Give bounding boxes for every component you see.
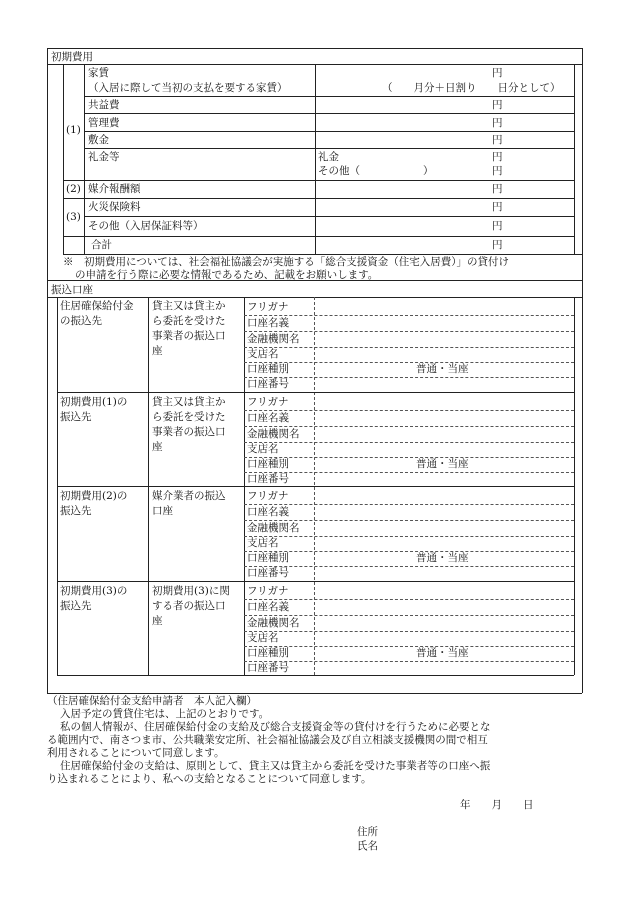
section-description: ら委託を受けた xyxy=(152,411,226,423)
consent-paragraph: る範囲内で、南さつま市、公共職業安定所、社会福祉協議会及び自立相談支援機関の間で相互 xyxy=(47,734,488,746)
rent-breakdown: （ 月分＋日割り 日分として） xyxy=(382,82,561,94)
account-type-value: 普通・当座 xyxy=(416,647,469,659)
account-number-label: 口座番号 xyxy=(247,662,289,674)
row-number: (3) xyxy=(66,211,81,223)
name-label: 氏名 xyxy=(357,840,378,852)
consent-heading: （住居確保給付金支給申請者 本人記入欄） xyxy=(47,695,257,707)
table-border xyxy=(47,693,582,694)
table-border xyxy=(63,198,574,199)
table-border xyxy=(57,392,574,393)
broker-fee-label: 媒介報酬額 xyxy=(88,183,141,195)
yen-unit: 円 xyxy=(492,67,503,79)
table-border xyxy=(47,280,48,693)
yen-unit: 円 xyxy=(492,151,503,163)
bank-header: 振込口座 xyxy=(51,284,93,296)
key-money-sub-label: 礼金 xyxy=(318,151,339,163)
account-holder-label: 口座名義 xyxy=(247,601,289,613)
furigana-label: フリガナ xyxy=(247,490,289,502)
address-label: 住所 xyxy=(357,826,378,838)
bank-name-label: 金融機関名 xyxy=(247,333,300,345)
account-type-label: 口座種別 xyxy=(247,552,289,564)
deposit-label: 敷金 xyxy=(88,134,109,146)
yen-unit: 円 xyxy=(492,201,503,213)
consent-paragraph: 入居予定の賃貸住宅は、上記のとおりです。 xyxy=(60,708,270,720)
section-description: ら委託を受けた xyxy=(152,315,226,327)
table-border xyxy=(84,216,574,217)
initial-costs-header: 初期費用 xyxy=(51,51,93,63)
yen-unit: 円 xyxy=(492,220,503,232)
section-description: 口座 xyxy=(152,505,173,517)
row-number: (2) xyxy=(66,183,81,195)
table-border xyxy=(63,254,582,255)
table-border xyxy=(47,48,582,49)
account-holder-label: 口座名義 xyxy=(247,317,289,329)
consent-paragraph: り込まれることにより、私への支給となることについて同意します。 xyxy=(47,773,372,785)
table-border xyxy=(84,96,574,97)
table-border xyxy=(57,581,574,582)
section-title: 振込先 xyxy=(60,600,92,612)
yen-unit: 円 xyxy=(492,165,503,177)
yen-unit: 円 xyxy=(492,183,503,195)
account-holder-label: 口座名義 xyxy=(247,412,289,424)
branch-label: 支店名 xyxy=(247,632,279,644)
section-description: 初期費用(3)に関 xyxy=(152,585,230,597)
furigana-label: フリガナ xyxy=(247,301,289,313)
yen-unit: 円 xyxy=(492,99,503,111)
branch-label: 支店名 xyxy=(247,348,279,360)
section-title: の振込先 xyxy=(60,315,102,327)
fire-insurance-label: 火災保険料 xyxy=(88,201,141,213)
table-border xyxy=(574,64,575,254)
total-label: 合計 xyxy=(91,239,112,251)
key-money-label: 礼金等 xyxy=(88,151,120,163)
rent-label: 家賃 xyxy=(88,67,109,79)
table-border xyxy=(315,64,316,254)
section-title: 初期費用(1)の xyxy=(60,396,128,408)
other-fee-label: その他（入居保証料等） xyxy=(88,220,204,232)
section-description: 貸主又は貸主か xyxy=(152,396,226,408)
section-description: 貸主又は貸主か xyxy=(152,300,226,312)
account-type-value: 普通・当座 xyxy=(416,458,469,470)
account-type-label: 口座種別 xyxy=(247,363,289,375)
table-border xyxy=(57,675,574,676)
furigana-label: フリガナ xyxy=(247,585,289,597)
branch-label: 支店名 xyxy=(247,443,279,455)
account-number-label: 口座番号 xyxy=(247,567,289,579)
consent-paragraph: 利用されることについて同意します。 xyxy=(47,747,225,759)
furigana-label: フリガナ xyxy=(247,396,289,408)
row-number: (1) xyxy=(66,124,81,136)
other-sub-label: その他（ ） xyxy=(318,165,434,177)
section-description: 座 xyxy=(152,441,163,453)
table-border xyxy=(84,64,85,254)
rent-sub-label: （入居に際して当初の支払を要する家賃） xyxy=(88,82,288,94)
section-description: 事業者の振込口 xyxy=(152,330,226,342)
table-border xyxy=(57,486,574,487)
table-border xyxy=(47,48,48,280)
account-type-label: 口座種別 xyxy=(247,647,289,659)
management-fee-label: 管理費 xyxy=(88,117,120,129)
section-title: 振込先 xyxy=(60,505,92,517)
branch-label: 支店名 xyxy=(247,537,279,549)
section-title: 初期費用(2)の xyxy=(60,490,128,502)
table-border xyxy=(582,280,583,693)
table-border xyxy=(84,148,574,149)
account-type-value: 普通・当座 xyxy=(416,363,469,375)
section-description: 座 xyxy=(152,345,163,357)
table-border xyxy=(63,180,574,181)
section-title: 振込先 xyxy=(60,411,92,423)
account-holder-label: 口座名義 xyxy=(247,506,289,518)
yen-unit: 円 xyxy=(492,134,503,146)
section-description: 事業者の振込口 xyxy=(152,426,226,438)
consent-paragraph: 住居確保給付金の支給は、原則として、貸主又は貸主から委託を受けた事業者等の口座へ振 xyxy=(60,760,491,772)
table-border xyxy=(574,297,575,675)
table-border xyxy=(84,113,574,114)
account-number-label: 口座番号 xyxy=(247,378,289,390)
account-type-label: 口座種別 xyxy=(247,458,289,470)
account-number-label: 口座番号 xyxy=(247,473,289,485)
bank-name-label: 金融機関名 xyxy=(247,617,300,629)
common-fee-label: 共益費 xyxy=(88,99,120,111)
section-description: 座 xyxy=(152,615,163,627)
consent-paragraph: 私の個人情報が、住居確保給付金の支給及び総合支援資金等の貸付けを行うために必要とな xyxy=(60,721,491,733)
section-description: 媒介業者の振込 xyxy=(152,490,226,502)
table-border xyxy=(63,236,574,237)
date-field: 年 月 日 xyxy=(460,799,534,811)
note-line: の申請を行う際に必要な情報であるため、記載をお願いします。 xyxy=(75,269,379,281)
bank-name-label: 金融機関名 xyxy=(247,522,300,534)
section-title: 住居確保給付金 xyxy=(60,300,134,312)
bank-name-label: 金融機関名 xyxy=(247,428,300,440)
note-line: ※ 初期費用については、社会福祉協議会が実施する「総合支援資金（住宅入居費）」の貸付け xyxy=(63,256,510,268)
section-title: 初期費用(3)の xyxy=(60,585,128,597)
account-type-value: 普通・当座 xyxy=(416,552,469,564)
table-border xyxy=(582,48,583,280)
table-border xyxy=(84,131,574,132)
table-border xyxy=(63,64,64,254)
yen-unit: 円 xyxy=(492,239,503,251)
yen-unit: 円 xyxy=(492,117,503,129)
section-description: する者の振込口 xyxy=(152,600,226,612)
